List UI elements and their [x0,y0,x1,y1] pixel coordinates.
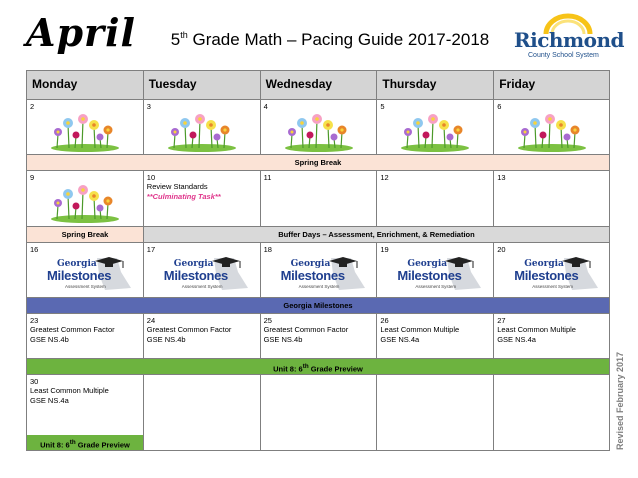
flowers-icon [49,112,121,154]
week-row [27,171,610,227]
unit-8-banner [27,435,143,450]
day-standard: GSE NS.4a [30,395,69,405]
day-number: 26 [380,316,389,325]
banner-sup: th [69,439,76,446]
title-suffix: Grade Math – Pacing Guide 2017-2018 [187,30,490,49]
week-row [27,243,610,298]
day-topic: Greatest Common Factor [263,325,349,335]
day-number: 27 [497,316,506,325]
logo-main: Milestones [163,268,228,283]
revised-note [612,348,628,454]
logo-name: Richmond [514,28,624,52]
day-standard: GSE NS.4b [263,334,303,344]
flowers-icon [399,112,471,154]
logo-main: Milestones [280,268,345,283]
day-cell [27,100,144,155]
day-cell [144,314,261,359]
spring-break-band: Spring Break [27,155,610,171]
culminating-task-label: **Culminating Task** [146,191,221,201]
spring-break-band: Spring Break [27,227,144,243]
day-cell [377,100,494,155]
day-topic: Greatest Common Factor [146,325,232,335]
day-cell-empty [377,375,494,451]
banner-suffix: Grade Preview [75,440,130,450]
day-standard: GSE NS.4a [497,334,536,344]
unit-8-band [27,359,610,375]
day-cell [494,171,610,227]
day-cell [377,171,494,227]
day-number: 2 [30,102,35,111]
weekday-header-row [27,71,610,100]
band-suffix: Grade Preview [308,364,363,374]
day-number: 25 [263,316,272,325]
logo-top: Georgia [407,259,448,269]
georgia-milestones-logo [269,254,371,294]
logo-top: Georgia [524,259,564,269]
day-number: 9 [30,173,35,182]
logo-sub: Assessment System [532,284,573,289]
month-title: April [26,10,136,55]
day-cell [144,243,261,298]
day-number: 3 [146,102,151,111]
logo-main: Milestones [514,268,579,283]
logo-sub: Assessment System [65,284,106,289]
day-number: 23 [30,316,39,325]
day-number: 30 [30,377,39,386]
day-cell-empty [144,375,261,451]
day-cell [27,314,144,359]
day-cell [144,171,261,227]
logo-sub: Assessment System [181,284,223,289]
week-row [27,375,610,451]
flowers-icon [516,112,588,154]
flowers-icon [49,183,121,225]
day-number: 12 [380,173,389,182]
flowers-icon [283,112,355,154]
day-cell [261,243,378,298]
weekday-monday: Monday [27,71,144,100]
georgia-milestones-logo [385,254,487,294]
page-title [150,30,510,50]
day-cell [261,171,378,227]
day-number: 10 [146,173,156,182]
buffer-days-band: Buffer Days – Assessment, Enrichment, & Remediation [144,227,610,243]
day-cell [144,100,261,155]
week-row [27,314,610,359]
logo-main: Milestones [397,268,462,283]
logo-sub: Assessment System [298,284,340,289]
banner-prefix: Unit 8: 6 [40,440,70,450]
day-cell [494,100,610,155]
day-number: 20 [497,245,506,254]
day-number: 19 [380,245,389,254]
day-cell [261,314,378,359]
day-standard: GSE NS.4b [146,334,186,344]
day-standard: GSE NS.4a [380,334,420,344]
weekday-friday: Friday [494,71,610,100]
band-prefix: Unit 8: 6 [273,364,303,374]
day-number: 5 [380,102,385,111]
day-number: 17 [146,245,156,254]
day-cell [377,243,494,298]
georgia-milestones-logo [35,254,137,294]
day-cell-empty [261,375,378,451]
revised-text: Revised February 2017 [615,351,625,451]
calendar-grid [26,70,610,451]
title-prefix: 5 [170,30,181,49]
day-topic: Least Common Multiple [497,325,576,335]
day-number: 24 [146,316,156,325]
richmond-logo [512,12,622,64]
logo-top: Georgia [173,259,214,269]
logo-sub: Assessment System [415,284,457,289]
georgia-milestones-logo [152,254,254,294]
georgia-milestones-band: Georgia Milestones [27,298,610,314]
day-topic: Greatest Common Factor [30,325,115,335]
day-number: 18 [263,245,272,254]
day-number: 4 [263,102,268,111]
split-band [27,227,610,243]
day-cell [27,375,144,451]
week-row [27,100,610,155]
flowers-icon [166,112,238,154]
day-cell [494,243,610,298]
logo-top: Georgia [290,259,331,269]
title-sup: th [180,30,188,40]
day-standard: GSE NS.4b [30,334,69,344]
day-number: 11 [263,173,272,182]
day-cell [27,171,144,227]
weekday-thursday: Thursday [377,71,494,100]
weekday-tuesday: Tuesday [144,71,261,100]
band-sup: th [302,363,309,370]
day-cell [27,243,144,298]
day-topic: Review Standards [146,182,208,192]
logo-main: Milestones [47,268,112,283]
weekday-wednesday: Wednesday [261,71,378,100]
logo-subtitle: County School System [528,52,599,59]
day-cell [261,100,378,155]
day-number: 16 [30,245,39,254]
day-cell [377,314,494,359]
day-topic: Least Common Multiple [30,386,109,396]
day-topic: Least Common Multiple [380,325,460,335]
georgia-milestones-logo [502,254,604,294]
day-number: 13 [497,173,506,182]
day-cell [494,314,610,359]
logo-top: Georgia [57,259,97,269]
day-number: 6 [497,102,502,111]
day-cell-empty [494,375,610,451]
